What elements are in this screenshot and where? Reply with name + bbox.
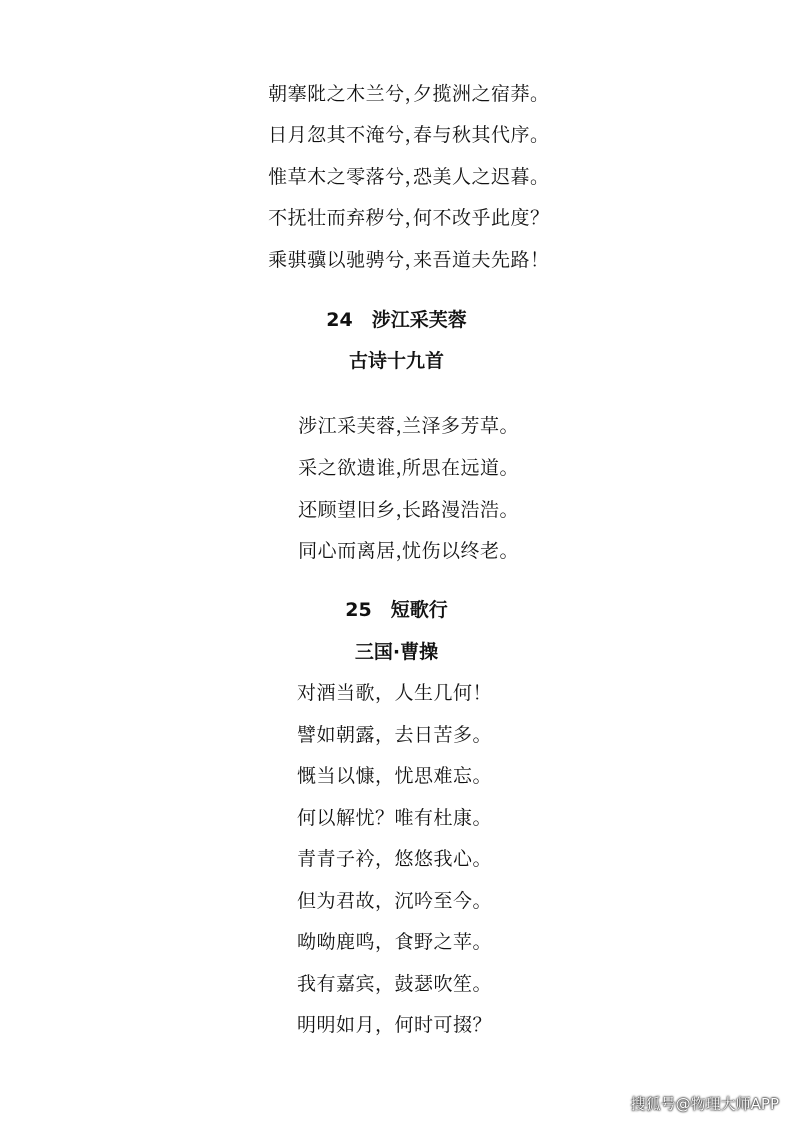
poem-line: 何以解忧？唯有杜康。	[297, 807, 493, 829]
poem-author: 三国·曹操	[354, 641, 439, 663]
poem-line: 明明如月，何时可掇？	[297, 1014, 493, 1036]
poem-line-second-half: 忧伤以终老。	[402, 540, 520, 562]
poem-line: 慨当以慷，忧思难忘。	[297, 765, 493, 787]
poem-title: 24 涉江采芙蓉	[326, 309, 467, 331]
poem-line-second-half: 何不改乎此度？	[413, 207, 550, 229]
poem-line	[242, 224, 550, 296]
poem-author: 古诗十九首	[348, 350, 444, 372]
poem-line: 我有嘉宾，鼓瑟吹笙。	[297, 973, 493, 995]
poem-line: 但为君故，沉吟至今。	[297, 890, 493, 912]
poem-line: 青青子衿，悠悠我心。	[297, 848, 493, 870]
poem-line-first-half: 还顾望旧乡，	[298, 499, 416, 521]
poem-title: 25 短歌行	[345, 599, 448, 621]
poem-line-first-half: 同心而离居，	[298, 540, 416, 562]
poem-line-second-half: 长路漫浩浩。	[402, 499, 520, 521]
poem-line-second-half: 兰泽多芳草。	[402, 415, 520, 437]
poem-line: 譬如朝露，去日苦多。	[297, 724, 493, 746]
poem-line-second-half: 所思在远道。	[402, 457, 520, 479]
poem-line-first-half: 朝搴阰之木兰兮，	[268, 83, 425, 105]
poem-line-first-half: 乘骐骥以驰骋兮，	[268, 249, 425, 271]
poem-line-first-half: 惟草木之零落兮，	[268, 166, 425, 188]
poem-line	[272, 515, 520, 587]
poem-line: 呦呦鹿鸣，食野之苹。	[297, 931, 493, 953]
poem-line: 对酒当歌，人生几何！	[297, 682, 493, 704]
poem-line-first-half: 日月忽其不淹兮，	[268, 124, 425, 146]
poem-line-first-half: 不抚壮而弃秽兮，	[268, 207, 425, 229]
watermark: 搜狐号@物理大师APP	[630, 1095, 779, 1113]
poem-line-second-half: 夕揽洲之宿莽。	[413, 83, 550, 105]
poem-line-first-half: 采之欲遗谁，	[298, 457, 416, 479]
poem-line-second-half: 来吾道夫先路！	[413, 249, 550, 271]
poem-line-second-half: 春与秋其代序。	[413, 124, 550, 146]
poem-line-first-half: 涉江采芙蓉，	[298, 415, 416, 437]
poem-line-second-half: 恐美人之迟暮。	[413, 166, 550, 188]
